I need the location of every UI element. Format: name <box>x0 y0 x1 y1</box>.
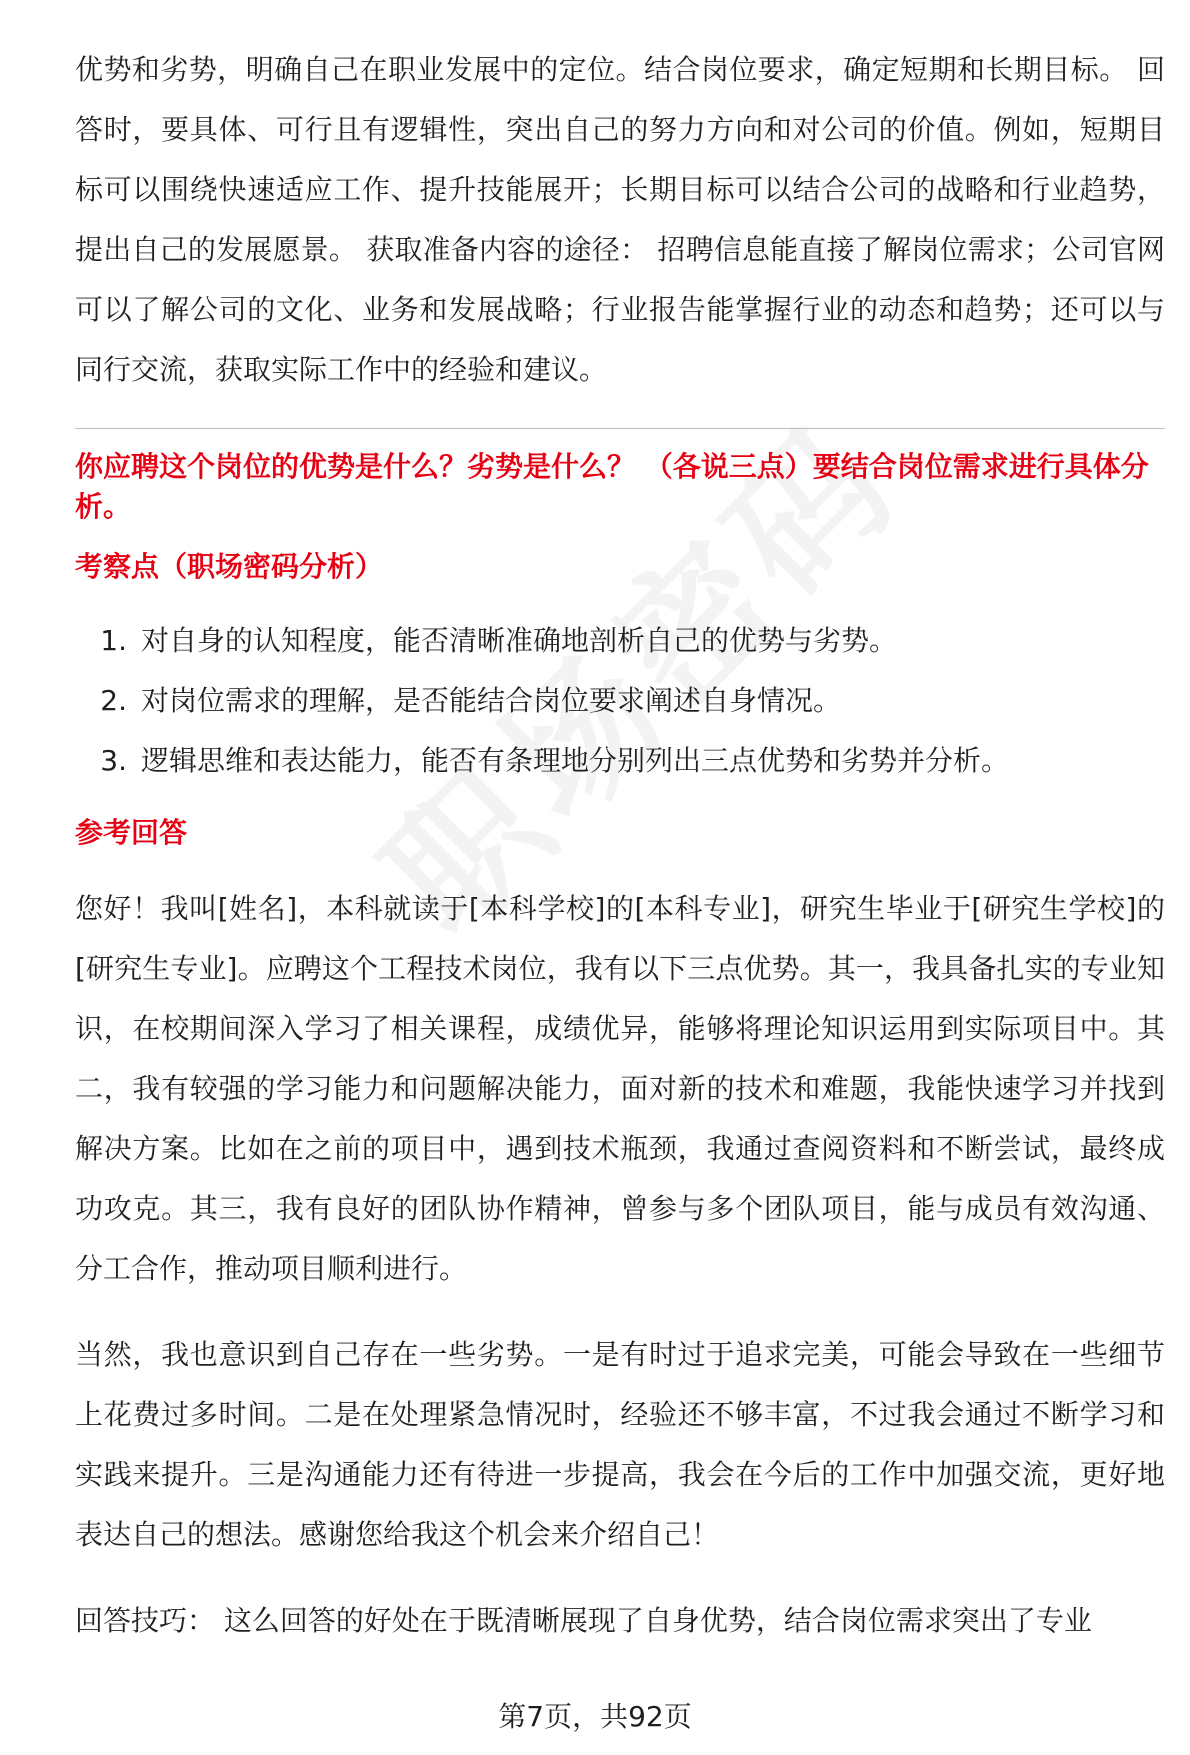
question-heading: 你应聘这个岗位的优势是什么？劣势是什么？ （各说三点）要结合岗位需求进行具体分析。 <box>75 450 1149 523</box>
answer-tip: 回答技巧： 这么回答的好处在于既清晰展现了自身优势，结合岗位需求突出了专业 <box>75 1604 1092 1637</box>
list-text: 对岗位需求的理解，是否能结合岗位要求阐述自身情况。 <box>141 684 842 717</box>
intro-paragraph: 优势和劣势，明确自己在职业发展中的定位。结合岗位要求，确定短期和长期目标。 回答时，要具体、可行且有逻辑性，突出自己的努力方向和对公司的价值。例如，短期目标可以围绕快速适应工作、提升技能展开；长期目标可以结合公司的战略和行业趋势，提出自己的发展愿景。 获取准备内容的途径： 招聘信息能直接了解岗位需求；公司官网可以了解公司的文化、业务和发展战略；行业报告能掌握行业的动态和趋势；还可以与同行交流，获取实际工作中的经验和建议。 <box>75 53 1165 386</box>
list-item <box>75 671 1165 731</box>
list-item <box>75 731 1165 791</box>
answer-paragraph-weaknesses: 当然，我也意识到自己存在一些劣势。一是有时过于追求完美，可能会导致在一些细节上花费过多时间。二是在处理紧急情况时，经验还不够丰富，不过我会通过不断学习和实践来提升。三是沟通能力还有待进一步提高，我会在今后的工作中加强交流，更好地表达自己的想法。感谢您给我这个机会来介绍自己！ <box>75 1338 1165 1551</box>
list-number: 3. <box>100 744 127 777</box>
answer-paragraph-strengths: 您好！我叫[姓名]，本科就读于[本科学校]的[本科专业]，研究生毕业于[研究生学校]的[研究生专业]。应聘这个工程技术岗位，我有以下三点优势。其一，我具备扎实的专业知识，在校期间深入学习了相关课程，成绩优异，能够将理论知识运用到实际项目中。其二，我有较强的学习能力和问题解决能力，面对新的技术和难题，我能快速学习并找到解决方案。比如在之前的项目中，遇到技术瓶颈，我通过查阅资料和不断尝试，最终成功攻克。其三，我有良好的团队协作精神，曾参与多个团队项目，能与成员有效沟通、分工合作，推动项目顺利进行。 <box>75 892 1165 1285</box>
section-divider <box>75 428 1165 429</box>
list-number: 1. <box>100 624 127 657</box>
list-text: 对自身的认知程度，能否清晰准确地剖析自己的优势与劣势。 <box>141 624 898 657</box>
list-item <box>75 611 1165 671</box>
assessment-list <box>75 611 1165 791</box>
list-text: 逻辑思维和表达能力，能否有条理地分别列出三点优势和劣势并分析。 <box>141 744 1010 777</box>
assessment-heading: 考察点（职场密码分析） <box>75 550 384 583</box>
list-number: 2. <box>100 684 127 717</box>
document-page <box>75 40 1165 1651</box>
page-number: 第7页，共92页 <box>498 1700 692 1733</box>
answer-heading: 参考回答 <box>75 816 188 849</box>
